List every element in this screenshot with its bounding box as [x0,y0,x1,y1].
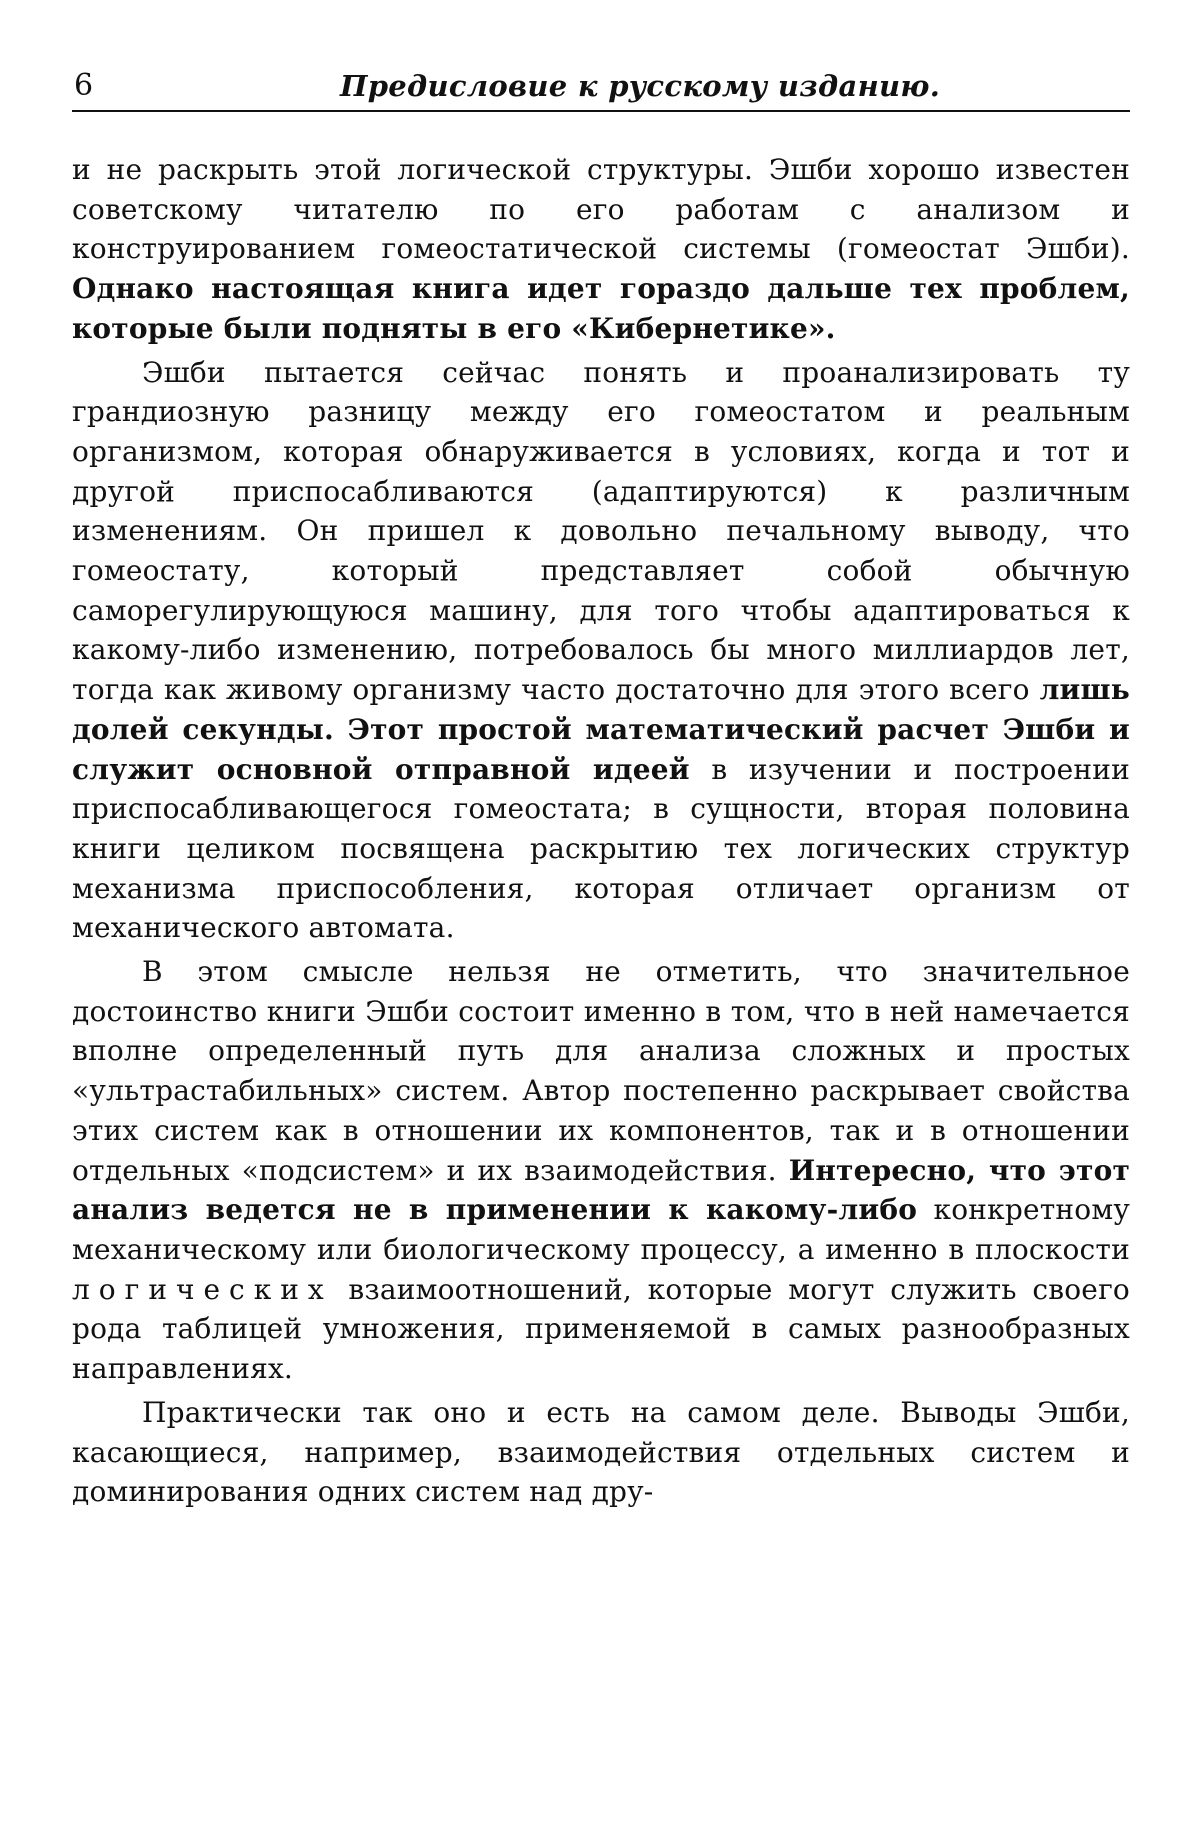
spaced-emphasis-text: логических [72,1272,333,1306]
text-segment: Эшби пытается сейчас понять и проанализировать ту грандиозную разницу между его гомеостатом и реальным организмом, которая обнаруживается в условиях, когда и тот и другой приспосабливаются (адаптируются) к различным изменениям. Он пришел к довольно печальному выводу, что гомеостату, который представляет собой обычную саморегулирующуюся машину, для того чтобы адаптироваться к какому-либо изменению, потребовалось бы много миллиардов лет, тогда как живому организму часто достаточно для этого всего [72,355,1130,707]
text-segment: конкретному механическому или биологическому процессу, а именно в плоскости [72,1193,1130,1266]
page-number: 6 [74,68,94,103]
text-segment: В этом смысле нельзя не отметить, что значительное достоинство книги Эшби состоит именно в том, что в ней намечается вполне определенный путь для анализа сложных и простых «ультрастабильных» систем. Автор постепенно раскрывает свойства этих систем как в отношении их компонентов, так и в отношении отдельных «подсистем» и их взаимодействия. [72,955,1130,1187]
page-header [72,66,1130,112]
body-text [72,150,1130,1516]
bold-text-segment: Интересно, что этот анализ ведется не в применении к какому-либо [72,1153,1130,1227]
paragraph-3 [72,952,1130,1389]
paragraph-1 [72,150,1130,349]
paragraph-4 [72,1393,1130,1512]
text-segment: Практически так оно и есть на самом деле. Выводы Эшби, касающиеся, например, взаимодействия отдельных систем и доминирования одних систем над дру- [72,1395,1130,1509]
text-segment: и не раскрыть этой логической структуры. Эшби хорошо известен советскому читателю по его работам с анализом и конструированием гомеостатической системы (гомеостат Эшби). [72,153,1130,266]
running-title: Предисловие к русскому изданию. [340,69,941,103]
bold-text-segment: Однако настоящая книга идет гораздо дальше тех проблем, которые были подняты в его «Кибернетике». [72,272,1130,345]
paragraph-2 [72,353,1130,949]
text-segment: взаимоотношений, которые могут служить своего рода таблицей умножения, применяемой в самых разнообразных направлениях. [72,1272,1130,1386]
bold-text-segment: лишь долей секунды. Этот простой математический расчет Эшби и служит основной отправной идеей [72,673,1130,786]
text-segment: в изучении и построении приспосабливающегося гомеостата; в сущности, вторая половина книги целиком посвящена раскрытию тех логических структур механизма приспособления, которая отличает организм от механического автомата. [72,752,1131,945]
